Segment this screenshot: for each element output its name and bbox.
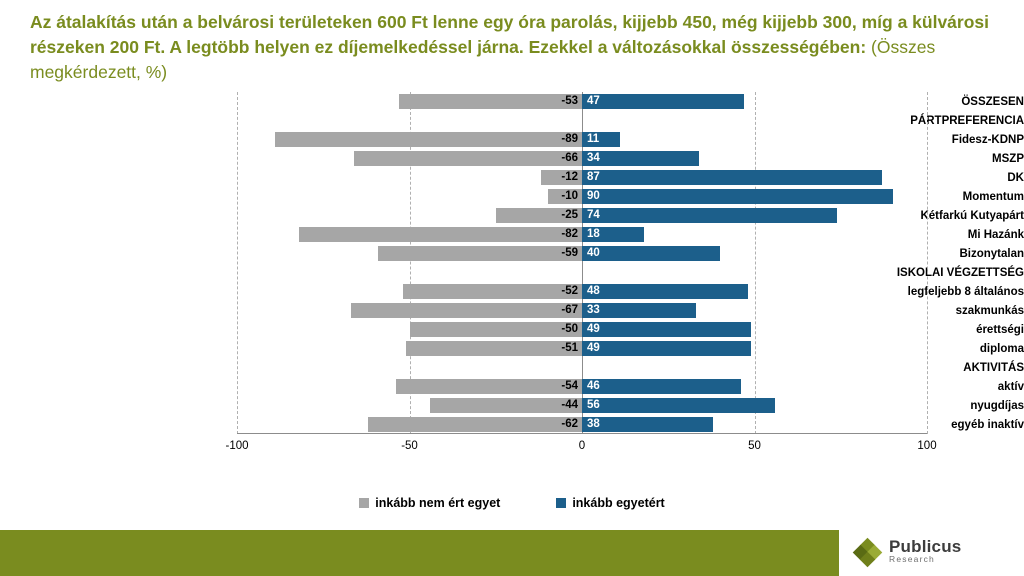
bar-value-negative: -44 bbox=[561, 399, 578, 411]
bar-value-positive: 74 bbox=[587, 209, 600, 221]
bar-value-negative: -67 bbox=[561, 304, 578, 316]
x-axis-tick-label: 100 bbox=[917, 440, 937, 452]
category-label: PÁRTPREFERENCIA bbox=[910, 114, 1024, 127]
bar-chart bbox=[0, 92, 1024, 492]
category-label: MSZP bbox=[992, 152, 1024, 165]
gridline bbox=[927, 92, 929, 434]
bar-value-positive: 90 bbox=[587, 190, 600, 202]
category-label: Momentum bbox=[962, 190, 1024, 203]
bar-value-negative: -62 bbox=[561, 418, 578, 430]
bar-value-positive: 38 bbox=[587, 418, 600, 430]
legend-item[interactable] bbox=[359, 496, 500, 510]
bar-value-negative: -53 bbox=[561, 95, 578, 107]
page-title-subtitle: (Összes megkérdezett, %) bbox=[30, 37, 936, 82]
x-axis-tick-label: 0 bbox=[578, 440, 586, 452]
chart-legend bbox=[0, 496, 1024, 510]
logo-subtitle: Research bbox=[889, 554, 935, 564]
bar-value-negative: -12 bbox=[561, 171, 578, 183]
publicus-logo-icon bbox=[855, 540, 881, 566]
x-axis-tick-label: -50 bbox=[401, 440, 418, 452]
bar-value-negative: -50 bbox=[561, 323, 578, 335]
bar-value-negative: -25 bbox=[561, 209, 578, 221]
category-label: Kétfarkú Kutyapárt bbox=[920, 209, 1024, 222]
bar-value-negative: -54 bbox=[561, 380, 578, 392]
x-axis-tick-label: 50 bbox=[748, 440, 761, 452]
bar-value-negative: -66 bbox=[561, 152, 578, 164]
category-label: ÖSSZESEN bbox=[961, 95, 1024, 108]
legend-swatch-icon bbox=[359, 498, 369, 508]
bar-value-positive: 34 bbox=[587, 152, 600, 164]
bar-value-negative: -82 bbox=[561, 228, 578, 240]
bar-negative bbox=[275, 132, 582, 147]
page-title bbox=[30, 10, 994, 85]
gridline bbox=[237, 92, 239, 434]
category-label: legfeljebb 8 általános bbox=[907, 285, 1024, 298]
bar-value-negative: -89 bbox=[561, 133, 578, 145]
bar-value-positive: 48 bbox=[587, 285, 600, 297]
bar-value-positive: 18 bbox=[587, 228, 600, 240]
bar-positive bbox=[582, 170, 882, 185]
bar-value-positive: 47 bbox=[587, 95, 600, 107]
footer-bar bbox=[0, 530, 1024, 576]
category-label: AKTIVITÁS bbox=[963, 361, 1024, 374]
bar-value-positive: 40 bbox=[587, 247, 600, 259]
category-label: ISKOLAI VÉGZETTSÉG bbox=[896, 266, 1024, 279]
bar-value-negative: -51 bbox=[561, 342, 578, 354]
category-label: érettségi bbox=[976, 323, 1024, 336]
bar-positive bbox=[582, 189, 893, 204]
x-axis-tick-label: -100 bbox=[225, 440, 249, 452]
bar-value-negative: -59 bbox=[561, 247, 578, 259]
bar-value-positive: 46 bbox=[587, 380, 600, 392]
legend-item[interactable] bbox=[556, 496, 664, 510]
category-label: szakmunkás bbox=[955, 304, 1024, 317]
page-title-bold: Az átalakítás után a belvárosi területeken 600 Ft lenne egy óra parolás, kijjebb 450, még kijjebb 300, míg a külvárosi részeken 200 Ft. A legtöbb helyen ez díjemelkedéssel járna. Ezekkel a változásokkal összességében: bbox=[30, 12, 990, 57]
bar-value-positive: 56 bbox=[587, 399, 600, 411]
category-label: Mi Hazánk bbox=[967, 228, 1024, 241]
bar-value-negative: -10 bbox=[561, 190, 578, 202]
legend-swatch-icon bbox=[556, 498, 566, 508]
category-label: Bizonytalan bbox=[959, 247, 1024, 260]
category-label: aktív bbox=[997, 380, 1024, 393]
bar-value-positive: 33 bbox=[587, 304, 600, 316]
logo bbox=[839, 530, 1024, 576]
gridline bbox=[755, 92, 757, 434]
legend-label: inkább egyetért bbox=[572, 496, 665, 510]
axis-baseline bbox=[237, 433, 927, 434]
bar-value-positive: 87 bbox=[587, 171, 600, 183]
category-label: Fidesz-KDNP bbox=[951, 133, 1024, 146]
category-label: DK bbox=[1007, 171, 1024, 184]
bar-value-positive: 11 bbox=[587, 133, 600, 145]
bar-value-negative: -52 bbox=[561, 285, 578, 297]
plot-area bbox=[225, 92, 937, 452]
legend-label: inkább nem ért egyet bbox=[375, 496, 501, 510]
bar-value-positive: 49 bbox=[587, 342, 600, 354]
category-label: nyugdíjas bbox=[970, 399, 1024, 412]
logo-title: Publicus bbox=[889, 537, 962, 556]
bar-value-positive: 49 bbox=[587, 323, 600, 335]
category-label: egyéb inaktív bbox=[951, 418, 1024, 431]
category-label: diploma bbox=[979, 342, 1024, 355]
